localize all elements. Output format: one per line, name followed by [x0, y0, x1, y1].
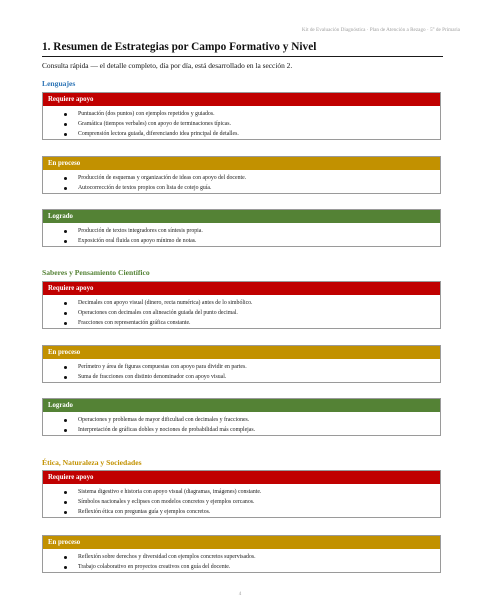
strategy-list [43, 415, 440, 435]
strategy-item: Operaciones y problemas de mayor dificultad con decimales y fracciones. [43, 415, 440, 425]
bullet-icon [64, 240, 67, 243]
strategy-box-lenguajes-logrado [42, 209, 441, 247]
strategy-box-etica-en-proceso [42, 535, 441, 573]
strategy-item: Autocorrección de textos propios con lista de cotejo guía. [43, 183, 440, 193]
bullet-icon [64, 133, 67, 136]
strategy-item: Exposición oral fluida con apoyo mínimo de notas. [43, 236, 440, 246]
strategy-box-saberes-logrado [42, 398, 441, 436]
level-header: Requiere apoyo [43, 471, 440, 484]
strategy-item: Perímetro y área de figuras compuestas con apoyo para dividir en partes. [43, 362, 440, 372]
strategy-item: Producción de textos integradores con síntesis propia. [43, 226, 440, 236]
bullet-icon [64, 501, 67, 504]
strategy-item: Reflexión sobre derechos y diversidad con ejemplos concretos supervisados. [43, 552, 440, 562]
level-header: Logrado [43, 210, 440, 223]
level-header: Requiere apoyo [43, 93, 440, 106]
bullet-icon [64, 556, 67, 559]
bullet-icon [64, 187, 67, 190]
bullet-icon [64, 322, 67, 325]
bullet-icon [64, 429, 67, 432]
strategy-item: Sistema digestivo e historia con apoyo visual (diagramas, imágenes) constante. [43, 487, 440, 497]
bullet-icon [64, 123, 67, 126]
strategy-list [43, 109, 440, 139]
strategy-box-saberes-en-proceso [42, 345, 441, 383]
bullet-icon [64, 302, 67, 305]
level-header: En proceso [43, 157, 440, 170]
strategy-list [43, 362, 440, 382]
section-title: 1. Resumen de Estrategias por Campo Formativo y Nivel [42, 41, 317, 53]
level-header: Requiere apoyo [43, 282, 440, 295]
strategy-list [43, 173, 440, 193]
strategy-item: Producción de esquemas y organización de ideas con apoyo del docente. [43, 173, 440, 183]
strategy-item: Operaciones con decimales con alineación guiada del punto decimal. [43, 308, 440, 318]
bullet-icon [64, 376, 67, 379]
bullet-icon [64, 312, 67, 315]
level-header: Logrado [43, 399, 440, 412]
strategy-box-lenguajes-requiere-apoyo [42, 92, 441, 140]
field-heading-etica: Ética, Naturaleza y Sociedades [42, 458, 142, 467]
level-header: En proceso [43, 536, 440, 549]
strategy-item: Decimales con apoyo visual (dinero, recta numérica) antes de lo simbólico. [43, 298, 440, 308]
strategy-item: Reflexión ética con preguntas guía y ejemplos concretos. [43, 507, 440, 517]
strategy-box-etica-requiere-apoyo [42, 470, 441, 518]
strategy-item: Fracciones con representación gráfica constante. [43, 318, 440, 328]
bullet-icon [64, 230, 67, 233]
strategy-box-lenguajes-en-proceso [42, 156, 441, 194]
running-header: Kit de Evaluación Diagnóstica · Plan de Atención a Rezago · 5° de Primaria [301, 27, 460, 33]
strategy-item: Símbolos nacionales y eclipses con modelos concretos y ejemplos cercanos. [43, 497, 440, 507]
strategy-list [43, 226, 440, 246]
strategy-box-saberes-requiere-apoyo [42, 281, 441, 329]
bullet-icon [64, 177, 67, 180]
bullet-icon [64, 419, 67, 422]
strategy-item: Comprensión lectora guiada, diferenciando idea principal de detalles. [43, 129, 440, 139]
field-heading-lenguajes: Lenguajes [42, 79, 76, 88]
bullet-icon [64, 511, 67, 514]
level-header: En proceso [43, 346, 440, 359]
bullet-icon [64, 366, 67, 369]
bullet-icon [64, 113, 67, 116]
strategy-item: Puntuación (dos puntos) con ejemplos repetidos y guiados. [43, 109, 440, 119]
strategy-item: Interpretación de gráficas dobles y nociones de probabilidad más complejas. [43, 425, 440, 435]
bullet-icon [64, 566, 67, 569]
strategy-item: Gramática (tiempos verbales) con apoyo de terminaciones típicas. [43, 119, 440, 129]
title-divider [42, 56, 443, 57]
strategy-item: Trabajo colaborativo en proyectos creativos con guía del docente. [43, 562, 440, 572]
strategy-list [43, 298, 440, 328]
bullet-icon [64, 491, 67, 494]
strategy-item: Suma de fracciones con distinto denominador con apoyo visual. [43, 372, 440, 382]
intro-text: Consulta rápida — el detalle completo, día por día, está desarrollado en la sección 2. [42, 61, 293, 70]
strategy-list [43, 487, 440, 517]
field-heading-saberes: Saberes y Pensamiento Científico [42, 268, 150, 277]
strategy-list [43, 552, 440, 572]
page-number: 4 [238, 592, 242, 597]
